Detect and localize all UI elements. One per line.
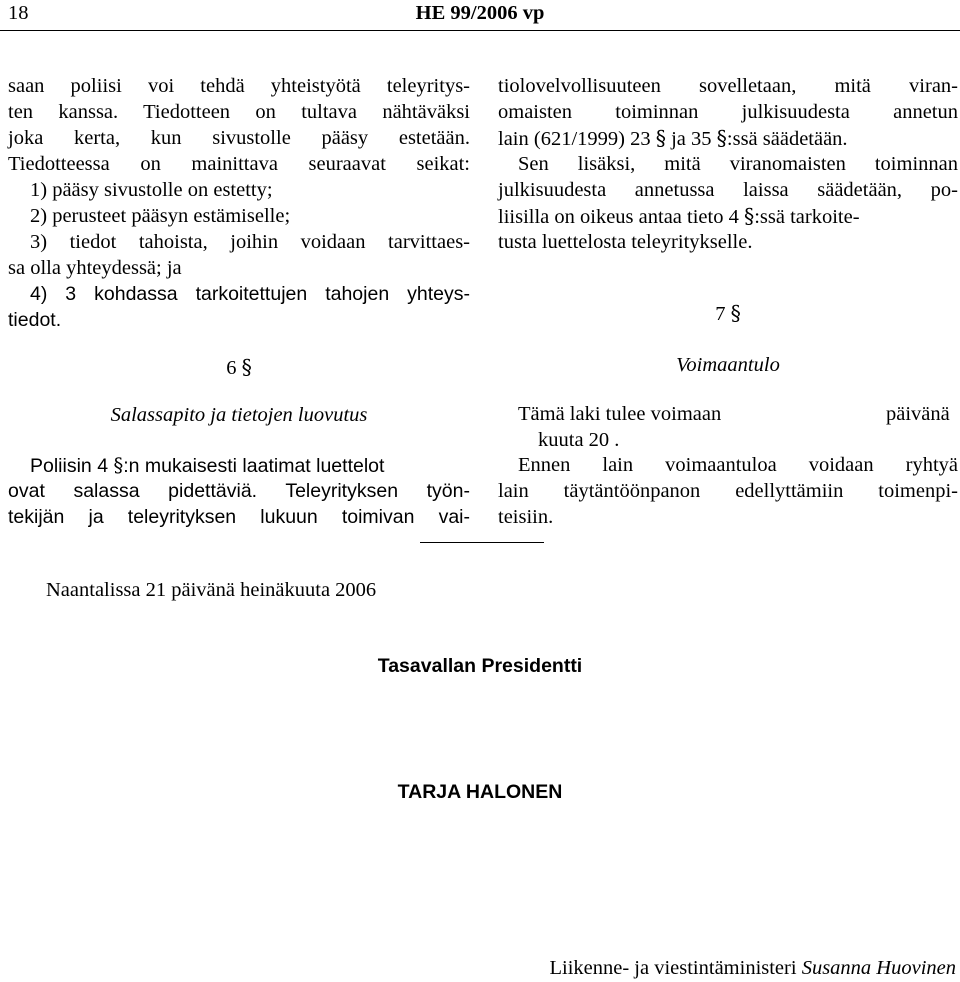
body-line: kuuta 20 . [538,429,620,451]
section-symbol: § [743,204,755,228]
body-line: Sen lisäksi, mitä viranomaisten toiminnan [518,153,958,175]
minister-name: Susanna Huovinen [801,957,956,979]
body-line: päivänä [886,403,950,425]
section-number: 7 [715,303,726,325]
end-rule [420,542,544,543]
body-line: Tämä laki tulee voimaan [518,403,722,425]
body-line: teisiin. [498,506,554,528]
list-item: 2) perusteet pääsyn estämiselle; [30,205,291,227]
body-line: tusta luettelosta teleyritykselle. [498,231,753,253]
body-line: Poliisin 4 §:n mukaisesti laatimat luettelot [30,454,385,477]
section-number: 6 [226,357,237,379]
body-line: ovat salassa pidettäviä. Teleyrityksen työn- [8,480,470,502]
section-symbol: § [730,301,741,325]
section-title: Voimaantulo [676,354,780,376]
section-title: Salassapito ja tietojen luovutus [110,404,368,426]
body-line: tiolovelvollisuuteen sovelletaan, mitä viran- [498,75,958,97]
minister-signature [549,956,956,981]
section-heading [498,300,958,327]
minister-title: Liikenne- ja viestintäministeri [549,957,797,979]
section-symbol: § [241,355,252,379]
body-line: tekijän ja teleyrityksen lukuun toimivan vai- [8,506,470,528]
president-title: Tasavallan Presidentti [377,655,583,677]
header-rule [0,30,960,31]
list-item: sa olla yhteydessä; ja [8,257,182,279]
body-line: omaisten toiminnan julkisuudesta annetun [498,101,958,123]
page-number: 18 [8,2,29,24]
body-line: ten kanssa. Tiedotteen on tultava nähtäväksi [8,101,470,123]
president-name: TARJA HALONEN [397,781,563,803]
section-heading [8,354,470,381]
section-symbol: § [716,126,727,150]
body-line: lain täytäntöönpanon edellyttämiin toimenpi- [498,480,958,502]
list-item: 3) tiedot tahoista, joihin voidaan tarvittaes- [30,231,470,253]
section-symbol: § [655,126,666,150]
page-header [0,0,960,26]
body-line: lain (621/1999) 23 § ja 35 §:ssä säädetään. [498,126,848,150]
body-line: Tiedotteessa on mainittava seuraavat seikat: [8,153,470,175]
body-line: saan poliisi voi tehdä yhteistyötä teleyritys- [8,75,470,97]
body-line: Ennen lain voimaantuloa voidaan ryhtyä [518,454,958,476]
body-line: joka kerta, kun sivustolle pääsy estetään. [8,127,470,149]
list-item: tiedot. [8,309,62,331]
body-line: liisilla on oikeus antaa tieto 4 §:ssä tarkoite- [498,204,860,228]
body-line: julkisuudesta annetussa laissa säädetään, po- [498,179,958,201]
list-item: 4) 3 kohdassa tarkoitettujen tahojen yhteys- [30,283,470,305]
document-id: HE 99/2006 vp [415,2,545,24]
section-symbol: § [113,454,124,477]
list-item: 1) pääsy sivustolle on estetty; [30,179,273,201]
place-date: Naantalissa 21 päivänä heinäkuuta 2006 [46,579,377,601]
